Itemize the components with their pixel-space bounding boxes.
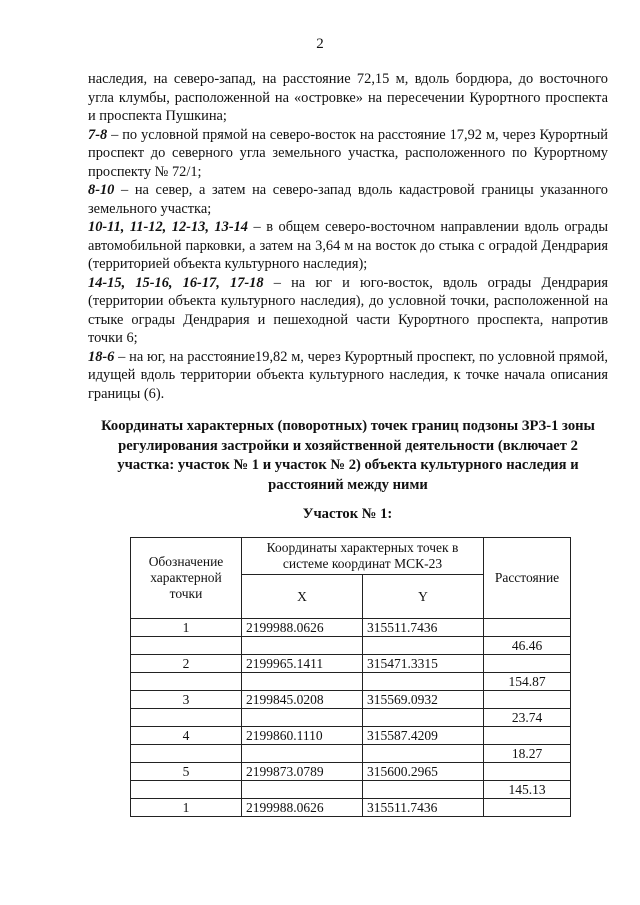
section-subheading: Участок № 1:: [302, 506, 393, 522]
point-y: 315569.0932: [363, 691, 484, 709]
section-heading: Координаты характерных (поворотных) точек границ подзоны ЗРЗ-1 зоны регулирования застройки и хозяйственной деятельности (включает 2 участка: участок № 1 и участок № 2) объекта культурного наследия и расстояний между ними: [101, 418, 595, 493]
distance-value: 18.27: [484, 745, 571, 763]
point-x: 2199988.0626: [242, 799, 363, 817]
distance-empty: [484, 799, 571, 817]
paragraph-text: – на юг и юго-восток, вдоль ограды Дендрария (территории объекта культурного наследия), до условной точки, расположенной на стыке ограды Дендрария и пешеходной части Курортного проспекта, напротив точки 6;: [88, 274, 608, 346]
paragraph: [88, 348, 608, 404]
paragraph-text: – по условной прямой на северо-восток на расстояние 17,92 м, через Курортный проспект до северного угла земельного участка, расположенного по Курортному проспекту № 72/1;: [88, 126, 608, 180]
table-row: [131, 637, 571, 655]
paragraph: [88, 274, 608, 348]
point-id: 1: [131, 619, 242, 637]
table-row: [131, 763, 571, 781]
point-x: 2199873.0789: [242, 763, 363, 781]
header-y-label: Y: [363, 575, 484, 619]
table-row: [131, 709, 571, 727]
point-y: 315587.4209: [363, 727, 484, 745]
point-x: 2199860.1110: [242, 727, 363, 745]
point-y: 315600.2965: [363, 763, 484, 781]
table-row: [131, 781, 571, 799]
coordinates-table: [130, 537, 571, 817]
point-id: 5: [131, 763, 242, 781]
table-row: [131, 745, 571, 763]
point-x: 2199845.0208: [242, 691, 363, 709]
segment-label: 18-6: [88, 348, 115, 365]
header-distance-label: Расстояние: [484, 538, 571, 619]
table-header-row: [131, 538, 571, 575]
table-row: [131, 619, 571, 637]
distance-empty: [484, 691, 571, 709]
segment-label: 14-15, 15-16, 16-17, 17-18: [88, 274, 264, 291]
point-x: 2199988.0626: [242, 619, 363, 637]
point-x: 2199965.1411: [242, 655, 363, 673]
point-y: 315511.7436: [363, 799, 484, 817]
table-row: [131, 799, 571, 817]
point-id: 2: [131, 655, 242, 673]
segment-label: 7-8: [88, 126, 108, 143]
point-y: 315511.7436: [363, 619, 484, 637]
point-y: 315471.3315: [363, 655, 484, 673]
paragraph: [88, 181, 608, 218]
header-point-label: Обозначение характерной точки: [131, 538, 242, 619]
header-coords-label: Координаты характерных точек в системе координат МСК-23: [242, 538, 484, 575]
paragraph-text: – на юг, на расстояние19,82 м, через Курортный проспект, по условной прямой, идущей вдоль территории объекта культурного наследия, к точке начала описания границы (6).: [88, 348, 608, 402]
paragraph: [88, 218, 608, 274]
distance-value: 154.87: [484, 673, 571, 691]
distance-value: 46.46: [484, 637, 571, 655]
paragraph: [88, 126, 608, 182]
point-id: 1: [131, 799, 242, 817]
distance-value: 145.13: [484, 781, 571, 799]
table-row: [131, 691, 571, 709]
table-row: [131, 673, 571, 691]
point-id: 3: [131, 691, 242, 709]
segment-label: 8-10: [88, 182, 115, 198]
distance-empty: [484, 727, 571, 745]
paragraph-text: – в общем северо-восточном направлении вдоль ограды автомобильной парковки, а затем на 3,64 м на восток до стыка с оградой Дендрария (территорией объекта культурного наследия);: [88, 219, 608, 272]
distance-value: 23.74: [484, 709, 571, 727]
point-id: 4: [131, 727, 242, 745]
table-row: [131, 655, 571, 673]
table-row: [131, 727, 571, 745]
distance-empty: [484, 655, 571, 673]
paragraph-text: – на север, а затем на северо-запад вдоль кадастровой границы указанного земельного участка;: [88, 182, 608, 217]
distance-empty: [484, 763, 571, 781]
paragraph-text: наследия, на северо-запад, на расстояние 72,15 м, вдоль бордюра, до восточного угла клумбы, расположенной на «островке» на пересечении Курортного проспекта и проспекта Пушкина;: [88, 71, 608, 124]
page-number: 2: [316, 36, 324, 52]
paragraph: [88, 70, 608, 126]
header-x-label: X: [242, 575, 363, 619]
distance-empty: [484, 619, 571, 637]
segment-label: 10-11, 11-12, 12-13, 13-14: [88, 219, 249, 235]
boundary-description: [88, 70, 608, 403]
